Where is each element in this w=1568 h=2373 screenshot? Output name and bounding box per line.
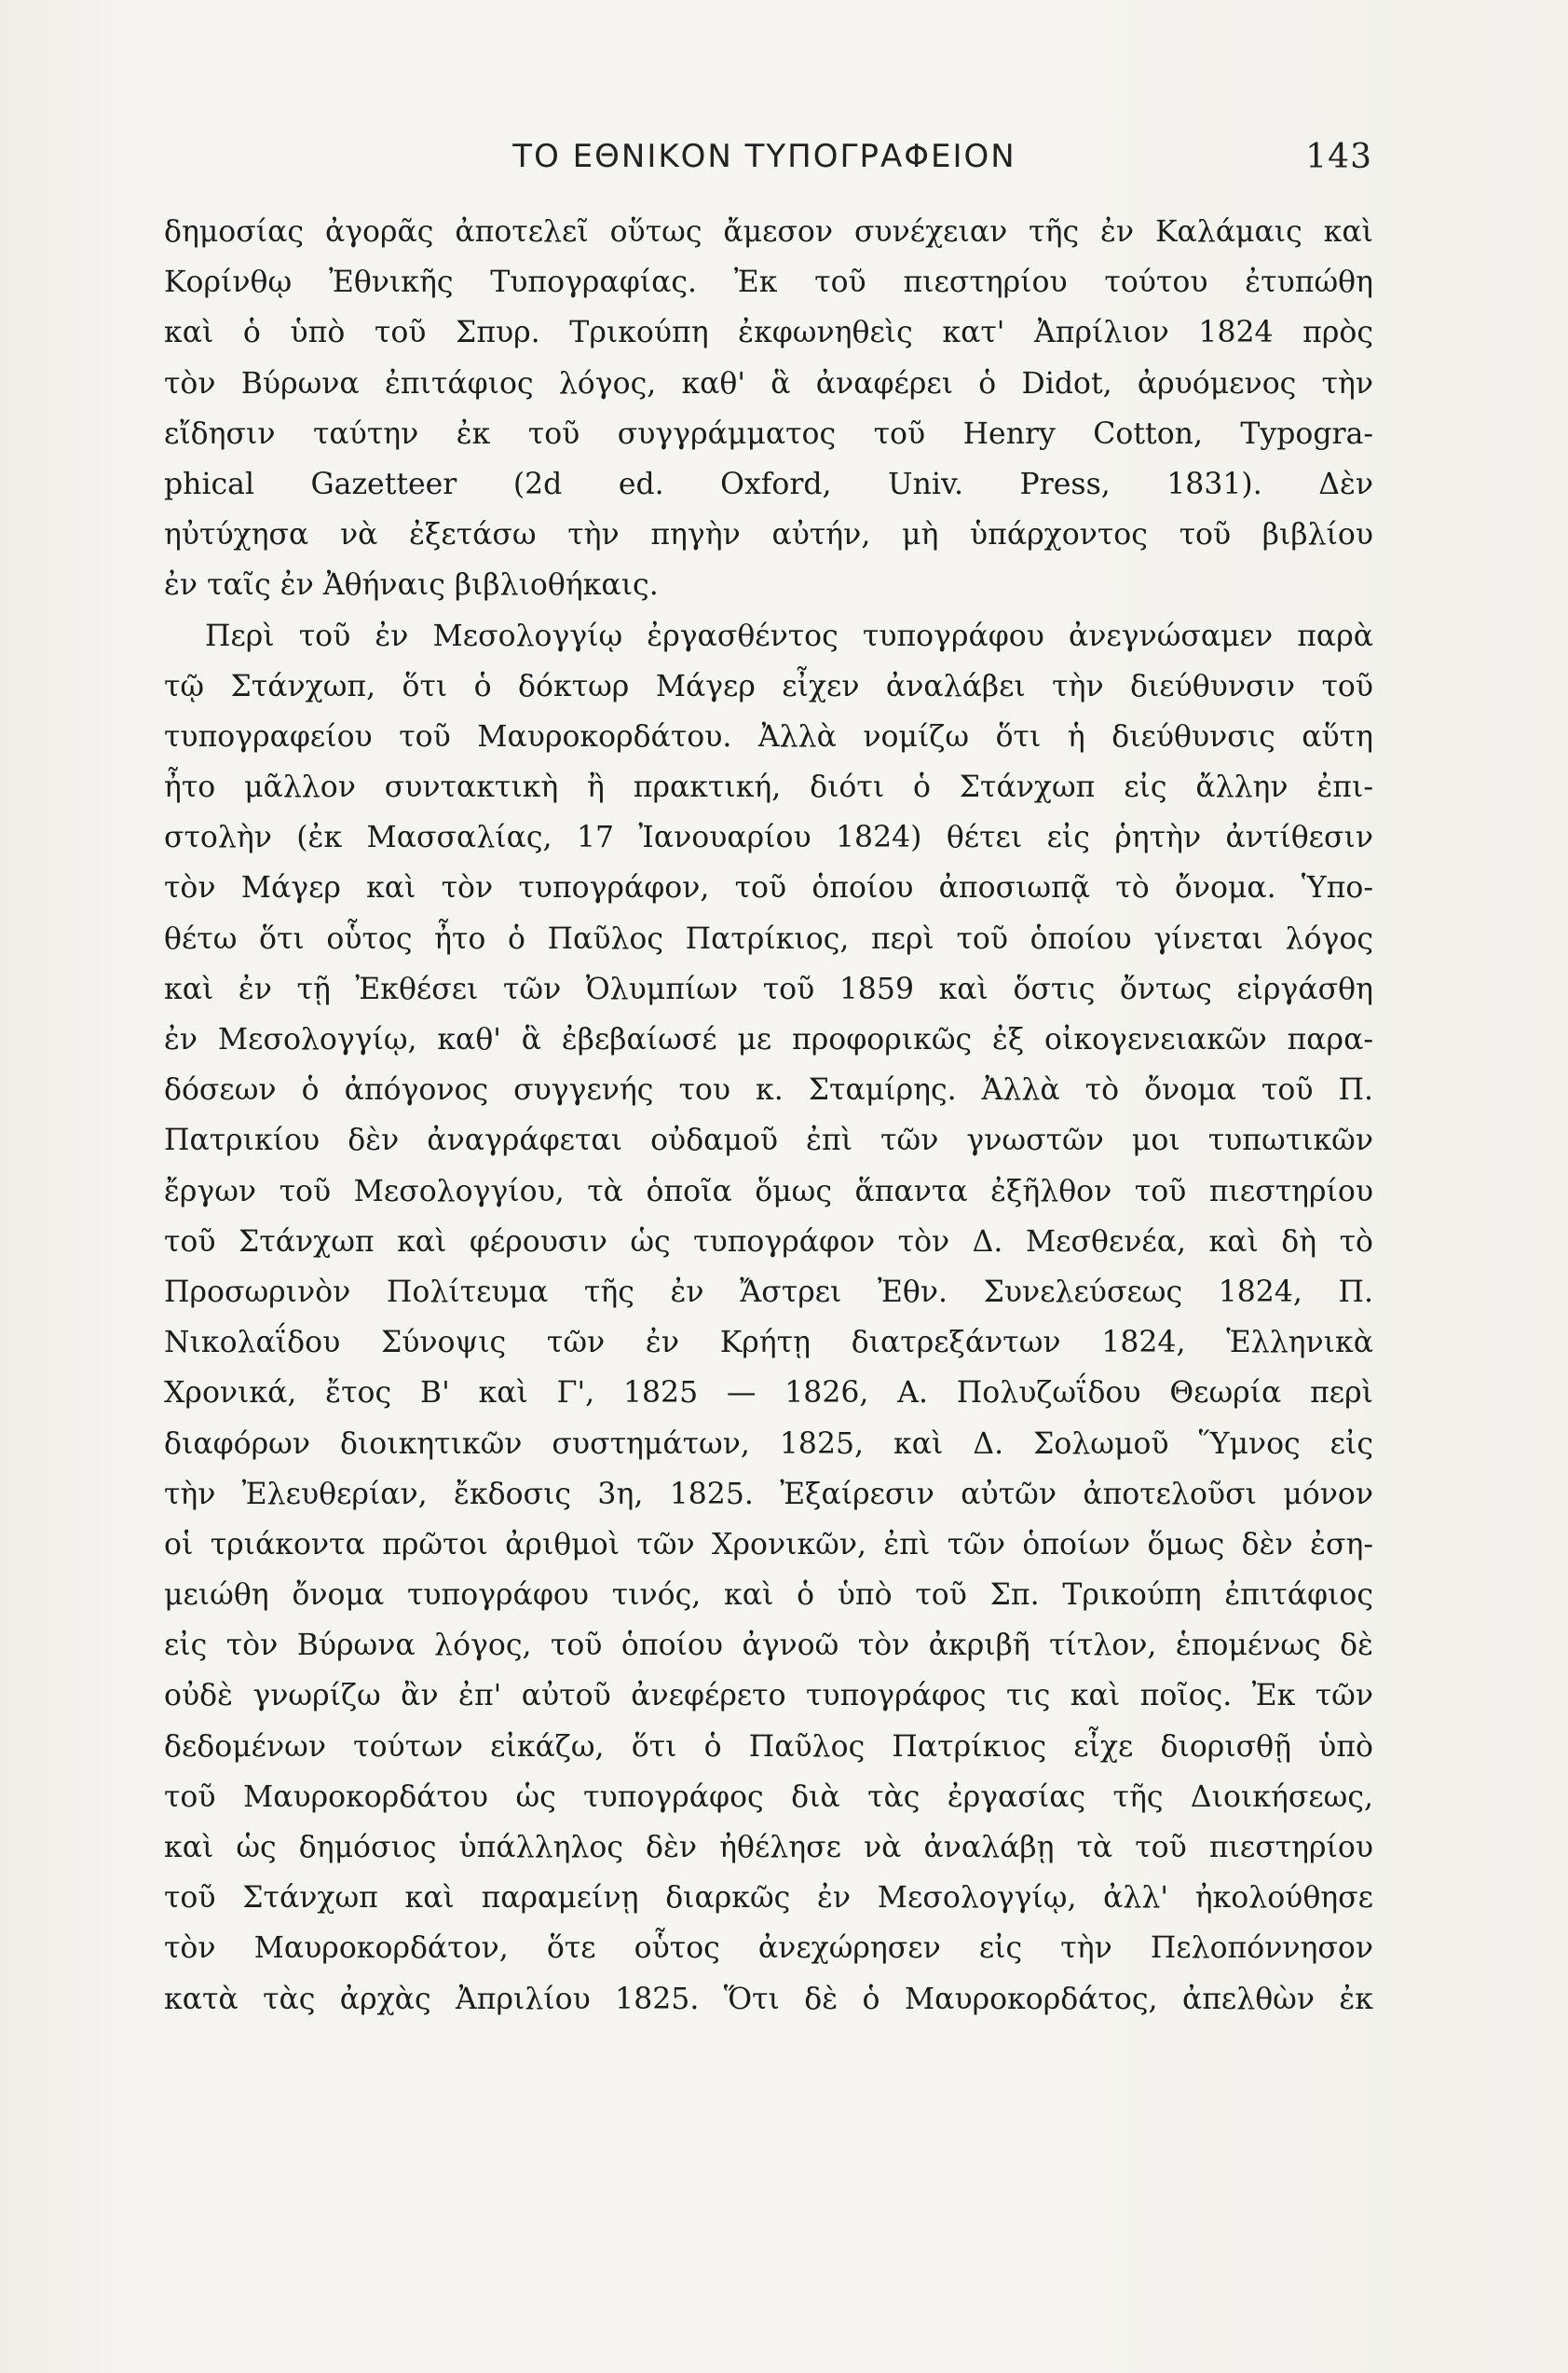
text-line: phical Gazetteer (2d ed. Oxford, Univ. Press, 1831). Δὲν xyxy=(164,467,1373,501)
text-line: εἴδησιν ταύτην ἐκ τοῦ συγγράμματος τοῦ Henry Cotton, Typogra- xyxy=(164,416,1373,451)
text-line: οἱ τριάκοντα πρῶτοι ἀριθμοὶ τῶν Χρονικῶν, ἐπὶ τῶν ὁποίων ὅμως δὲν ἐση- xyxy=(164,1527,1373,1562)
text-line: ἐν ταῖς ἐν Ἀθήναις βιβλιοθήκαις. xyxy=(164,568,659,603)
text-line: τὸν Βύρωνα ἐπιτάφιος λόγος, καθ' ἃ ἀναφέρει ὁ Didot, ἀρυόμενος τὴν xyxy=(164,366,1373,401)
text-line: θέτω ὅτι οὗτος ἦτο ὁ Παῦλος Πατρίκιος, περὶ τοῦ ὁποίου γίνεται λόγος xyxy=(164,921,1373,956)
text-line: καὶ ὡς δημόσιος ὑπάλληλος δὲν ἠθέλησε νὰ ἀναλάβῃ τὰ τοῦ πιεστηρίου xyxy=(164,1831,1373,1864)
page-number: 143 xyxy=(1305,138,1372,176)
text-line: τοῦ Μαυροκορδάτου ὡς τυπογράφος διὰ τὰς ἐργασίας τῆς Διοικήσεως, xyxy=(164,1780,1373,1814)
text-line: καὶ ὁ ὑπὸ τοῦ Σπυρ. Τρικούπη ἐκφωνηθεὶς κατ' Ἀπρίλιον 1824 πρὸς xyxy=(164,316,1373,350)
text-line: Νικολαΐδου Σύνοψις τῶν ἐν Κρήτῃ διατρεξάντων 1824, Ἑλληνικὰ xyxy=(164,1326,1373,1360)
text-line: Κορίνθῳ Ἐθνικῆς Τυπογραφίας. Ἐκ τοῦ πιεστηρίου τούτου ἐτυπώθη xyxy=(164,266,1373,300)
text-line: Προσωρινὸν Πολίτευμα τῆς ἐν Ἄστρει Ἐθν. Συνελεύσεως 1824, Π. xyxy=(164,1275,1373,1309)
text-line: στολὴν (ἐκ Μασσαλίας, 17 Ἰανουαρίου 1824) θέτει εἰς ῥητὴν ἀντίθεσιν xyxy=(164,821,1373,855)
text-line: τυπογραφείου τοῦ Μαυροκορδάτου. Ἀλλὰ νομίζω ὅτι ἡ διεύθυνσις αὕτη xyxy=(164,719,1373,754)
text-line: τὴν Ἐλευθερίαν, ἔκδοσις 3η, 1825. Ἐξαίρεσιν αὐτῶν ἀποτελοῦσι μόνον xyxy=(164,1477,1373,1511)
text-line: τῷ Στάνχωπ, ὅτι ὁ δόκτωρ Μάγερ εἶχεν ἀναλάβει τὴν διεύθυνσιν τοῦ xyxy=(164,669,1373,703)
page-header xyxy=(157,138,1372,194)
text-line: οὐδὲ γνωρίζω ἂν ἐπ' αὐτοῦ ἀνεφέρετο τυπογράφος τις καὶ ποῖος. Ἐκ τῶν xyxy=(164,1679,1373,1713)
running-title: ΤΟ ΕΘΝΙΚΟΝ ΤΥΠΟΓΡΑΦΕΙΟΝ xyxy=(512,138,1016,175)
text-line: μειώθη ὄνομα τυπογράφου τινός, καὶ ὁ ὑπὸ τοῦ Σπ. Τρικούπη ἐπιτάφιος xyxy=(164,1578,1373,1613)
text-line: δημοσίας ἀγορᾶς ἀποτελεῖ οὕτως ἄμεσον συνέχειαν τῆς ἐν Καλάμαις καὶ xyxy=(164,215,1373,249)
text-line: καὶ ἐν τῇ Ἐκθέσει τῶν Ὀλυμπίων τοῦ 1859 καὶ ὅστις ὄντως εἰργάσθη xyxy=(164,972,1373,1006)
text-line: δεδομένων τούτων εἰκάζω, ὅτι ὁ Παῦλος Πατρίκιος εἶχε διορισθῇ ὑπὸ xyxy=(164,1729,1373,1764)
text-line: τοῦ Στάνχωπ καὶ παραμείνῃ διαρκῶς ἐν Μεσολογγίῳ, ἀλλ' ἠκολούθησε xyxy=(164,1881,1373,1916)
text-line: τὸν Μάγερ καὶ τὸν τυπογράφον, τοῦ ὁποίου ἀποσιωπᾷ τὸ ὄνομα. Ὑπο- xyxy=(164,871,1373,906)
text-line: κατὰ τὰς ἀρχὰς Ἀπριλίου 1825. Ὅτι δὲ ὁ Μαυροκορδάτος, ἀπελθὼν ἐκ xyxy=(164,1982,1373,2016)
text-line: τοῦ Στάνχωπ καὶ φέρουσιν ὡς τυπογράφον τὸν Δ. Μεσθενέα, καὶ δὴ τὸ xyxy=(164,1224,1373,1259)
text-line: ἐν Μεσολογγίῳ, καθ' ἃ ἐβεβαίωσέ με προφορικῶς ἐξ οἰκογενειακῶν παρα- xyxy=(164,1023,1373,1057)
text-line: δόσεων ὁ ἀπόγονος συγγενής του κ. Σταμίρης. Ἀλλὰ τὸ ὄνομα τοῦ Π. xyxy=(164,1073,1373,1108)
text-line: ηὐτύχησα νὰ ἐξετάσω τὴν πηγὴν αὐτήν, μὴ ὑπάρχοντος τοῦ βιβλίου xyxy=(164,518,1373,552)
text-line: Περὶ τοῦ ἐν Μεσολογγίῳ ἐργασθέντος τυπογράφου ἀνεγνώσαμεν παρὰ xyxy=(205,619,1373,653)
body-text xyxy=(164,207,1373,2025)
text-line: Χρονικά, ἔτος Β' καὶ Γ', 1825 — 1826, Α. Πολυζωΐδου Θεωρία περὶ xyxy=(164,1376,1373,1411)
text-line: ἦτο μᾶλλον συντακτικὴ ἢ πρακτική, διότι ὁ Στάνχωπ εἰς ἄλλην ἐπι- xyxy=(164,771,1373,805)
text-line: Πατρικίου δὲν ἀναγράφεται οὐδαμοῦ ἐπὶ τῶν γνωστῶν μοι τυπωτικῶν xyxy=(164,1124,1373,1158)
text-line: διαφόρων διοικητικῶν συστημάτων, 1825, καὶ Δ. Σολωμοῦ Ὕμνος εἰς xyxy=(164,1426,1373,1461)
text-line: τὸν Μαυροκορδάτον, ὅτε οὗτος ἀνεχώρησεν εἰς τὴν Πελοπόννησον xyxy=(164,1931,1373,1966)
text-line: ἔργων τοῦ Μεσολογγίου, τὰ ὁποῖα ὅμως ἅπαντα ἐξῆλθον τοῦ πιεστηρίου xyxy=(164,1174,1373,1208)
text-line: εἰς τὸν Βύρωνα λόγος, τοῦ ὁποίου ἀγνοῶ τὸν ἀκριβῆ τίτλον, ἑπομένως δὲ xyxy=(164,1629,1373,1663)
